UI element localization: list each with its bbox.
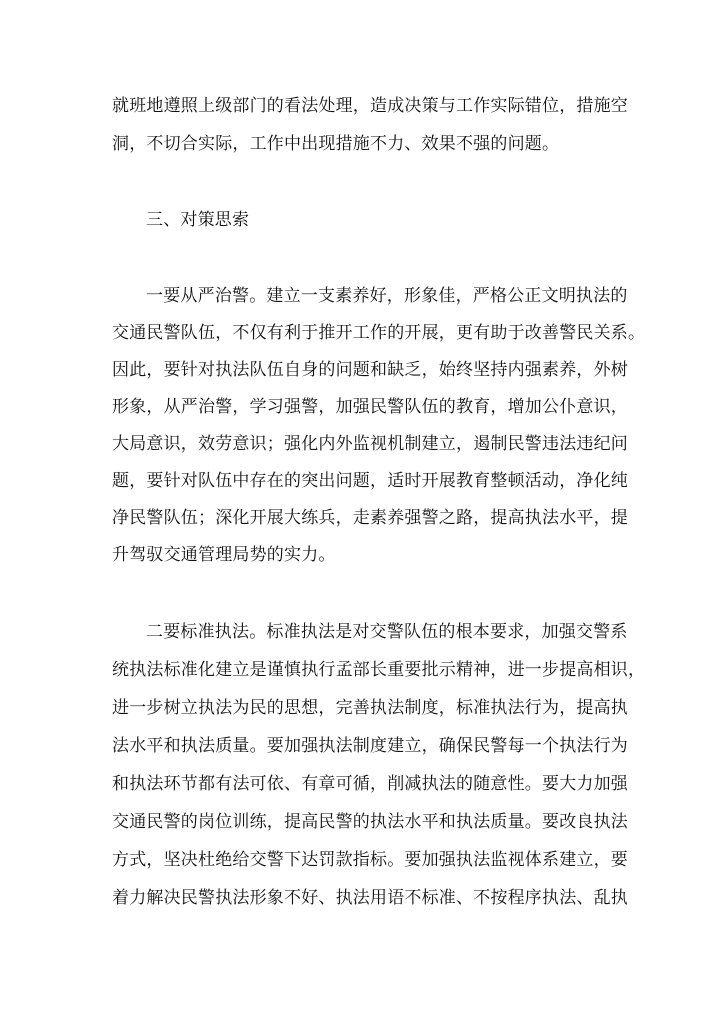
paragraph-2-line: 进一步树立执法为民的思想，完善执法制度，标准执法行为，提高执 [112,698,628,718]
paragraph-2-line: 二要标准执法。标准执法是对交警队伍的根本要求，加强交警系 [146,622,628,642]
intro-line: 就班地遵照上级部门的看法处理，造成决策与工作实际错位，措施空 [112,96,628,116]
paragraph-1-line: 大局意识，效劳意识；强化内外监视机制建立，遏制民警违法违纪问 [112,434,628,454]
paragraph-1-line: 交通民警队伍，不仅有利于推开工作的开展，更有助于改善警民关系。 [112,323,646,343]
paragraph-1-line: 形象，从严治警，学习强警，加强民警队伍的教育，增加公仆意识， [112,397,628,417]
paragraph-2-line: 着力解决民警执法形象不好、执法用语不标准、不按程序执法、乱执 [112,888,628,908]
paragraph-2-line: 统执法标准化建立是谨慎执行孟部长重要批示精神，进一步提高相识， [112,660,646,680]
paragraph-2-line: 交通民警的岗位训练，提高民警的执法水平和执法质量。要改良执法 [112,812,628,832]
section-heading: 三、对策思索 [146,210,250,230]
intro-line: 洞，不切合实际，工作中出现措施不力、效果不强的问题。 [112,134,560,154]
paragraph-1-line: 因此，要针对执法队伍自身的问题和缺乏，始终坚持内强素养，外树 [112,360,628,380]
paragraph-2-line: 法水平和执法质量。要加强执法制度建立，确保民警每一个执法行为 [112,736,628,756]
paragraph-1-line: 题，要针对队伍中存在的突出问题，适时开展教育整顿活动，净化纯 [112,471,628,491]
paragraph-2-line: 方式，坚决杜绝给交警下达罚款指标。要加强执法监视体系建立，要 [112,850,628,870]
paragraph-2-line: 和执法环节都有法可依、有章可循，削减执法的随意性。要大力加强 [112,774,628,794]
paragraph-1-line: 一要从严治警。建立一支素养好，形象佳，严格公正文明执法的 [146,286,628,306]
paragraph-1-line: 净民警队伍；深化开展大练兵，走素养强警之路，提高执法水平，提 [112,508,628,528]
paragraph-1-line: 升驾驭交通管理局势的实力。 [112,545,336,565]
